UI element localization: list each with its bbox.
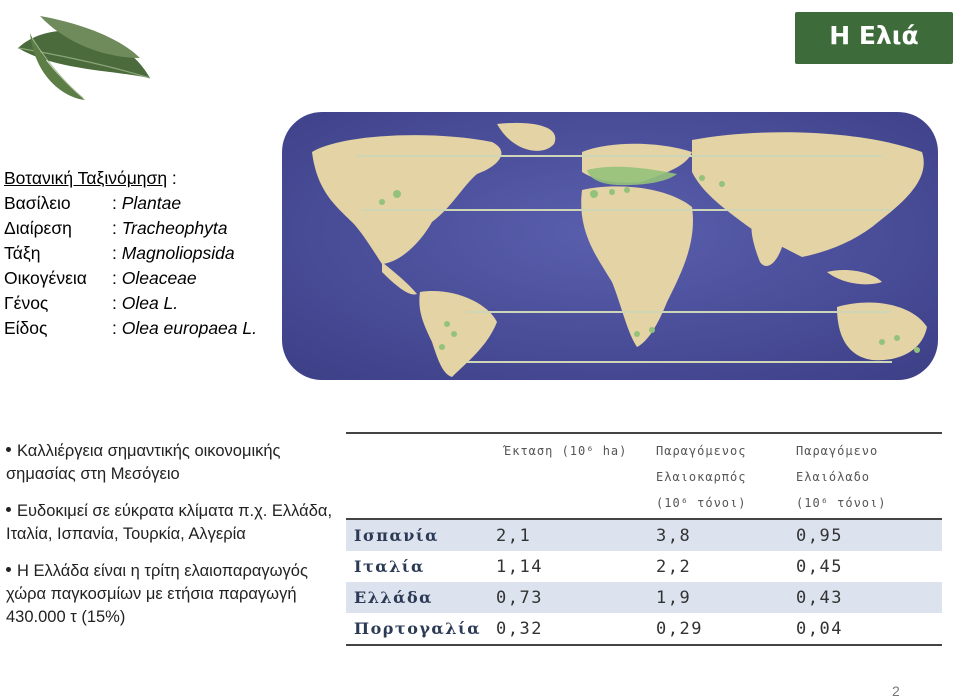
taxonomy-value: Magnoliopsida [121, 243, 235, 263]
table-header-area: Έκταση (10⁶ ha) [504, 444, 628, 458]
map-olive-region [649, 327, 655, 333]
table-cell-oil: 0,95 [796, 525, 843, 546]
table-cell-fruit: 2,2 [656, 556, 692, 577]
table-cell-oil: 0,45 [796, 556, 843, 577]
map-olive-region [609, 189, 615, 195]
taxonomy-key: Τάξη [4, 243, 41, 263]
bullet-text: Η Ελλάδα είναι η τρίτη ελαιοπαραγωγός χώρα παγκοσμίων με ετήσια παραγωγή 430.000 τ (15%) [6, 562, 308, 626]
table-row [346, 613, 942, 645]
table-header-fruit-line: Παραγόμενος [656, 444, 747, 458]
taxonomy-row [4, 216, 257, 241]
table-cell-country: Ιταλία [354, 557, 425, 576]
page-title: Η Ελιά [829, 21, 919, 50]
table-cell-area: 0,32 [496, 618, 543, 639]
map-olive-region [444, 321, 450, 327]
bullet-list [6, 440, 336, 643]
taxonomy-heading: Βοτανική Ταξινόμηση [4, 168, 168, 188]
map-olive-region [914, 347, 920, 353]
table-cell-country: Πορτογαλία [354, 619, 482, 638]
taxonomy-sep: : [112, 293, 122, 313]
olive-leaf-image [10, 8, 160, 108]
taxonomy-sep: : [112, 243, 122, 263]
taxonomy-sep: : [112, 193, 122, 213]
map-olive-region [894, 335, 900, 341]
taxonomy-heading-colon: : [167, 168, 177, 188]
table-cell-area: 1,14 [496, 556, 543, 577]
taxonomy-row [4, 266, 257, 291]
map-olive-region [379, 199, 385, 205]
bullet-item [6, 560, 336, 629]
taxonomy-key: Είδος [4, 318, 48, 338]
table-cell-country: Ελλάδα [354, 588, 433, 607]
table-header-fruit-line: (10⁶ τόνοι) [656, 496, 747, 510]
taxonomy-row [4, 291, 257, 316]
bullet-item [6, 500, 336, 546]
bullet-dot-icon [6, 507, 11, 512]
taxonomy-block [4, 166, 257, 341]
table-header-oil-line: Ελαιόλαδο [796, 470, 871, 484]
bullet-item [6, 440, 336, 486]
table-cell-fruit: 1,9 [656, 587, 692, 608]
map-olive-region [590, 190, 598, 198]
table-cell-area: 2,1 [496, 525, 532, 546]
page-number: 2 [892, 683, 900, 699]
table-header-fruit-line: Ελαιοκαρπός [656, 470, 747, 484]
map-olive-region [439, 344, 445, 350]
table-row [346, 582, 942, 613]
taxonomy-value: Olea europaea L. [121, 318, 257, 338]
map-olive-region [634, 331, 640, 337]
bullet-dot-icon [6, 567, 11, 572]
taxonomy-value: Oleaceae [121, 268, 197, 288]
map-olive-region [699, 175, 705, 181]
bullet-text: Καλλιέργεια σημαντικής οικονομικής σημασίας στη Μεσόγειο [6, 442, 281, 483]
taxonomy-key: Διαίρεση [4, 218, 72, 238]
table-cell-fruit: 3,8 [656, 525, 692, 546]
taxonomy-row [4, 316, 257, 341]
taxonomy-sep: : [112, 268, 122, 288]
table-cell-oil: 0,04 [796, 618, 843, 639]
map-olive-region [451, 331, 457, 337]
title-banner [795, 12, 953, 64]
table-header-country [346, 433, 496, 519]
table-cell-fruit: 0,29 [656, 618, 703, 639]
table-cell-area: 0,73 [496, 587, 543, 608]
table-row [346, 551, 942, 582]
taxonomy-value: Tracheophyta [121, 218, 228, 238]
taxonomy-row [4, 241, 257, 266]
taxonomy-value: Plantae [121, 193, 182, 213]
taxonomy-sep: : [112, 318, 122, 338]
map-olive-region [719, 181, 725, 187]
taxonomy-key: Βασίλειο [4, 193, 71, 213]
table-cell-oil: 0,43 [796, 587, 843, 608]
taxonomy-heading-row [4, 166, 257, 191]
map-olive-region [624, 187, 630, 193]
world-olive-distribution-map [282, 112, 938, 380]
olive-production-table [346, 432, 942, 646]
taxonomy-sep: : [112, 218, 122, 238]
map-olive-region [393, 190, 401, 198]
taxonomy-key: Οικογένεια [4, 268, 87, 288]
table-header-oil-line: (10⁶ τόνοι) [796, 496, 887, 510]
map-olive-region [879, 339, 885, 345]
table-row [346, 519, 942, 551]
table-cell-country: Ισπανία [354, 526, 439, 545]
bullet-dot-icon [6, 447, 11, 452]
table-header-row [346, 433, 942, 519]
table-header-oil [796, 433, 942, 519]
table-header-oil-line: Παραγόμενο [796, 444, 879, 458]
taxonomy-key: Γένος [4, 293, 49, 313]
taxonomy-row [4, 191, 257, 216]
bullet-text: Ευδοκιμεί σε εύκρατα κλίματα π.χ. Ελλάδα, Ιταλία, Ισπανία, Τουρκία, Αλγερία [6, 502, 333, 543]
table-header-fruit [656, 433, 796, 519]
taxonomy-value: Olea L. [121, 293, 179, 313]
